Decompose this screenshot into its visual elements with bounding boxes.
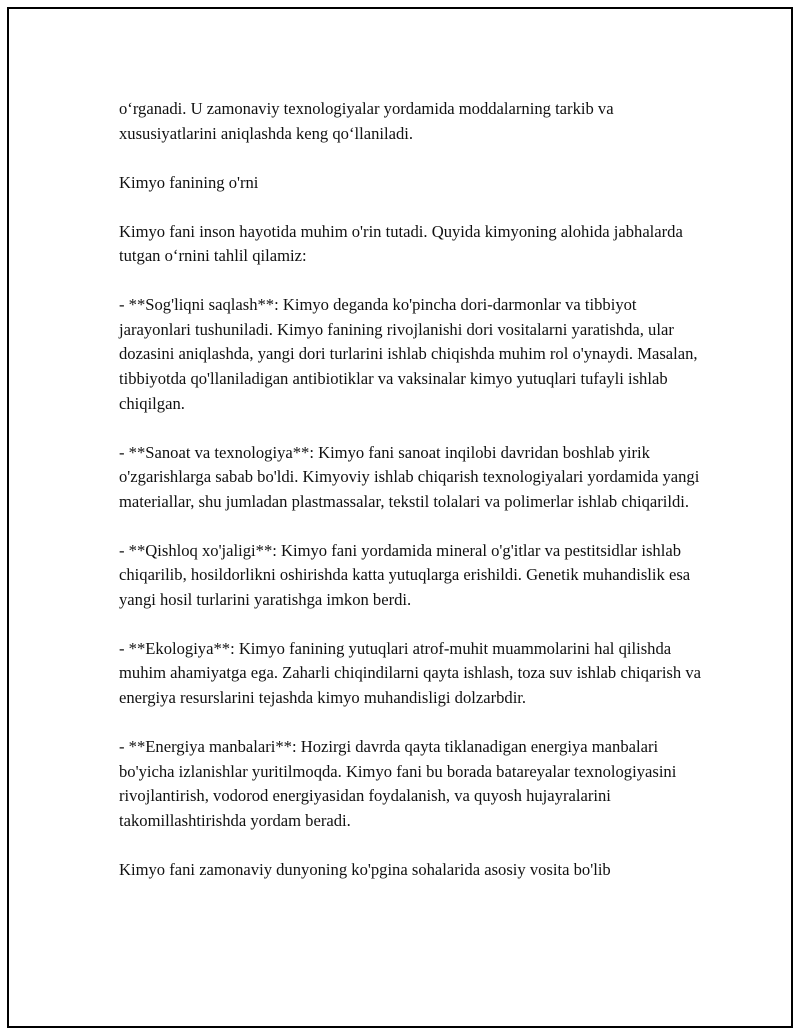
list-item-agriculture: - **Qishloq xo'jaligi**: Kimyo fani yordamida mineral o'g'itlar va pestitsidlar ishlab chiqarilib, hosildorlikni oshirishda katta yutuqlarga erishildi. Genetik muhandislik esa yangi hosil turlarini yaratishga imkon berdi. [119, 540, 691, 609]
paragraph-section-intro: Kimyo fani inson hayotida muhim o'rin tutadi. Quyida kimyoning alohida jabhalarda tutgan o‘rnini tahlil qilamiz: [119, 221, 683, 266]
list-item-health: - **Sog'liqni saqlash**: Kimyo deganda ko'pincha dori-darmonlar va tibbiyot jarayonlari tushuniladi. Kimyo fanining rivojlanishi dori vositalarni yaratishda, ular dozasini aniqlashda, yangi dori turlarini ishlab chiqishda muhim rol o'ynaydi. Masalan, tibbiyotda qo'llaniladigan antibiotiklar va vaksinalar kimyo yutuqlari tufayli ishlab chiqilgan. [119, 295, 698, 413]
paragraph-intro-continuation: o‘rganadi. U zamonaviy texnologiyalar yordamida moddalarning tarkib va xususiyatlarini aniqlashda keng qo‘llaniladi. [119, 99, 614, 143]
list-item-industry: - **Sanoat va texnologiya**: Kimyo fani sanoat inqilobi davridan boshlab yirik o'zgarishlarga sabab bo'ldi. Kimyoviy ishlab chiqarish texnologiyalari yordamida yangi materiallar, shu jumladan plastmassalar, tekstil tolalari va polimerlar ishlab chiqarildi. [119, 442, 700, 511]
paragraph-conclusion-start: Kimyo fani zamonaviy dunyoning ko'pgina sohalarida asosiy vosita bo'lib [119, 859, 611, 879]
document-body [119, 97, 704, 882]
list-item-ecology: - **Ekologiya**: Kimyo fanining yutuqlari atrof-muhit muammolarini hal qilishda muhim ahamiyatga ega. Zaharli chiqindilarni qayta ishlash, toza suv ishlab chiqarish va energiya resurslarini tejashda kimyo muhandisligi dolzarbdir. [119, 638, 701, 708]
list-item-energy: - **Energiya manbalari**: Hozirgi davrda qayta tiklanadigan energiya manbalari bo'yicha izlanishlar yuritilmoqda. Kimyo fani bu borada batareyalar texnologiyasini rivojlantirish, vodorod energiyasidan foydalanish, va quyosh hujayralarini takomillashtirishda yordam beradi. [119, 737, 677, 830]
document-page [7, 7, 793, 1028]
section-heading: Kimyo fanining o'rni [119, 172, 259, 192]
